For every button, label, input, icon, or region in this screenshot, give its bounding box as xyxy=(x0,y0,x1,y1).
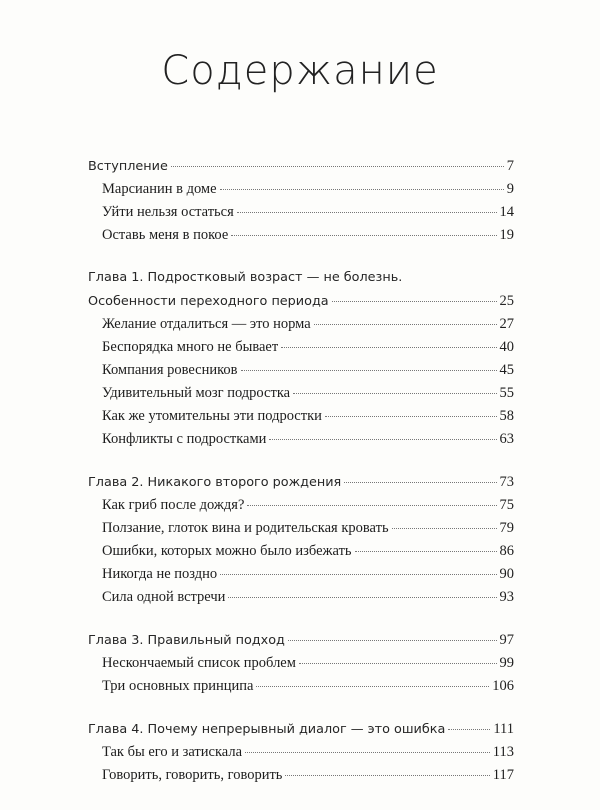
dot-leader xyxy=(285,775,489,776)
page-number: 117 xyxy=(492,767,514,783)
subsection-title: Оставь меня в покое xyxy=(102,227,229,243)
page-number: 45 xyxy=(499,362,514,378)
page-number: 55 xyxy=(499,385,514,401)
page-number: 113 xyxy=(492,744,514,760)
dot-leader xyxy=(288,640,497,641)
toc-subsection-entry[interactable] xyxy=(88,566,514,589)
table-of-contents xyxy=(88,158,514,810)
dot-leader xyxy=(314,324,497,325)
toc-chapter-entry[interactable] xyxy=(88,158,514,181)
toc-subsection-entry[interactable] xyxy=(88,589,514,612)
chapter-title: Вступление xyxy=(88,159,168,174)
page-title: Содержание xyxy=(161,48,439,94)
subsection-title: Ошибки, которых можно было избежать xyxy=(102,543,352,559)
toc-subsection-entry[interactable] xyxy=(88,520,514,543)
chapter-title: Глава 4. Почему непрерывный диалог — это ошибка xyxy=(88,722,446,737)
page-number: 79 xyxy=(499,520,514,536)
page-number: 106 xyxy=(492,678,514,694)
page-number: 14 xyxy=(499,204,514,220)
dot-leader xyxy=(220,189,504,190)
chapter-title: Особенности переходного периода xyxy=(88,294,329,309)
toc-subsection-entry[interactable] xyxy=(88,767,514,790)
page-number: 75 xyxy=(499,497,514,513)
dot-leader xyxy=(231,235,496,236)
dot-leader xyxy=(281,347,496,348)
page-number: 25 xyxy=(499,293,514,309)
dot-leader xyxy=(237,212,497,213)
toc-subsection-entry[interactable] xyxy=(88,362,514,385)
chapter-title: Глава 1. Подростковый возраст — не болезнь. xyxy=(88,270,403,285)
dot-leader xyxy=(325,416,497,417)
subsection-title: Нескончаемый список проблем xyxy=(102,655,296,671)
toc-subsection-entry[interactable] xyxy=(88,543,514,566)
chapter-title: Глава 3. Правильный подход xyxy=(88,633,285,648)
chapter-title: Глава 2. Никакого второго рождения xyxy=(88,475,342,490)
page-number: 27 xyxy=(499,316,514,332)
dot-leader xyxy=(332,301,497,302)
page-number: 73 xyxy=(499,474,514,490)
page-number: 19 xyxy=(499,227,514,243)
dot-leader xyxy=(293,393,496,394)
toc-chapter-block xyxy=(88,158,514,250)
page-number: 58 xyxy=(499,408,514,424)
subsection-title: Как гриб после дождя? xyxy=(102,497,245,513)
subsection-title: Конфликты с подростками xyxy=(102,431,267,447)
toc-chapter-entry[interactable] xyxy=(88,721,514,744)
dot-leader xyxy=(269,439,496,440)
page-number: 99 xyxy=(499,655,514,671)
dot-leader xyxy=(220,574,496,575)
dot-leader xyxy=(228,597,496,598)
dot-leader xyxy=(245,752,490,753)
page-number: 93 xyxy=(499,589,514,605)
toc-chapter-block xyxy=(88,270,514,454)
toc-chapter-entry[interactable] xyxy=(88,293,514,316)
toc-subsection-entry[interactable] xyxy=(88,678,514,701)
toc-chapter-block xyxy=(88,632,514,701)
toc-subsection-entry[interactable] xyxy=(88,744,514,767)
subsection-title: Как же утомительны эти подростки xyxy=(102,408,322,424)
toc-chapter-entry[interactable] xyxy=(88,270,514,293)
subsection-title: Никогда не поздно xyxy=(102,566,218,582)
dot-leader xyxy=(355,551,497,552)
page-number: 111 xyxy=(493,721,514,737)
dot-leader xyxy=(247,505,496,506)
subsection-title: Беспорядка много не бывает xyxy=(102,339,279,355)
subsection-title: Ползание, глоток вина и родительская кровать xyxy=(102,520,389,536)
subsection-title: Говорить, говорить, говорить xyxy=(102,767,283,783)
subsection-title: Три основных принципа xyxy=(102,678,254,694)
toc-subsection-entry[interactable] xyxy=(88,181,514,204)
subsection-title: Так бы его и затискала xyxy=(102,744,243,760)
toc-subsection-entry[interactable] xyxy=(88,339,514,362)
subsection-title: Желание отдалиться — это норма xyxy=(102,316,311,332)
dot-leader xyxy=(344,482,496,483)
page-number: 86 xyxy=(499,543,514,559)
toc-chapter-entry[interactable] xyxy=(88,632,514,655)
subsection-title: Уйти нельзя остаться xyxy=(102,204,234,220)
subsection-title: Компания ровесников xyxy=(102,362,238,378)
page-number: 7 xyxy=(506,158,514,174)
subsection-title: Марсианин в доме xyxy=(102,181,217,197)
page-number: 97 xyxy=(499,632,514,648)
page-number: 40 xyxy=(499,339,514,355)
toc-subsection-entry[interactable] xyxy=(88,408,514,431)
dot-leader xyxy=(448,729,490,730)
toc-subsection-entry[interactable] xyxy=(88,227,514,250)
subsection-title: Сила одной встречи xyxy=(102,589,226,605)
toc-subsection-entry[interactable] xyxy=(88,204,514,227)
toc-subsection-entry[interactable] xyxy=(88,431,514,454)
dot-leader xyxy=(241,370,497,371)
subsection-title: Удивительный мозг подростка xyxy=(102,385,291,401)
toc-subsection-entry[interactable] xyxy=(88,385,514,408)
dot-leader xyxy=(392,528,497,529)
toc-chapter-entry[interactable] xyxy=(88,474,514,497)
dot-leader xyxy=(256,686,489,687)
dot-leader xyxy=(299,663,497,664)
dot-leader xyxy=(171,166,504,167)
toc-subsection-entry[interactable] xyxy=(88,316,514,339)
page-number: 63 xyxy=(499,431,514,447)
toc-chapter-block xyxy=(88,721,514,790)
page-number: 9 xyxy=(506,181,514,197)
toc-chapter-block xyxy=(88,474,514,612)
page-number: 90 xyxy=(499,566,514,582)
toc-subsection-entry[interactable] xyxy=(88,655,514,678)
toc-subsection-entry[interactable] xyxy=(88,497,514,520)
